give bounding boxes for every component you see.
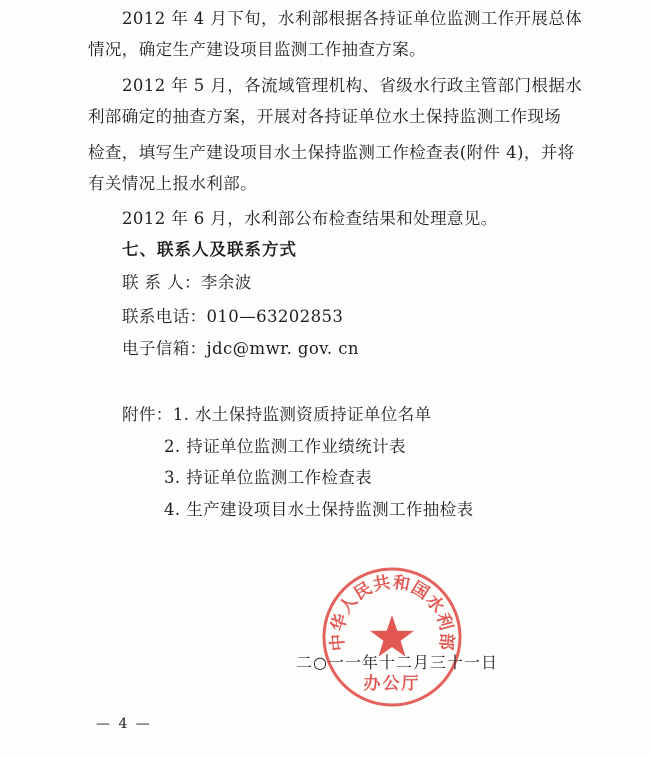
svg-text:中华人民共和国水利部: 中华人民共和国水利部 — [327, 572, 457, 652]
paragraph-2-line-3: 检查，填写生产建设项目水土保持监测工作检查表(附件 4)，并将 — [88, 143, 575, 162]
paragraph-2-line-4: 有关情况上报水利部。 — [88, 174, 257, 193]
section-heading: 七、联系人及联系方式 — [122, 240, 297, 259]
paragraph-1-line-1: 2012 年 4 月下旬，水利部根据各持证单位监测工作开展总体 — [122, 9, 583, 28]
contact-person: 联 系 人：李余波 — [122, 273, 252, 292]
svg-text:办公厅: 办公厅 — [363, 674, 421, 694]
attachment-item-2: 2. 持证单位监测工作业绩统计表 — [164, 437, 406, 456]
official-seal — [318, 563, 466, 711]
contact-email: 电子信箱：jdc@mwr. gov. cn — [122, 339, 359, 358]
attachment-item-4: 4. 生产建设项目水土保持监测工作抽检表 — [164, 500, 474, 519]
contact-phone: 联系电话：010—63202853 — [122, 307, 344, 326]
attachment-item-3: 3. 持证单位监测工作检查表 — [164, 468, 373, 487]
paragraph-1-line-2: 情况，确定生产建设项目监测工作抽查方案。 — [88, 40, 426, 59]
paragraph-3-line-1: 2012 年 6 月，水利部公布检查结果和处理意见。 — [122, 209, 498, 228]
paragraph-2-line-2: 利部确定的抽查方案，开展对各持证单位水土保持监测工作现场 — [88, 107, 562, 126]
document-date: 二○一一年十二月三十一日 — [296, 653, 498, 672]
page-number: — 4 — — [96, 716, 152, 732]
attachment-item-1: 附件：1. 水土保持监测资质持证单位名单 — [122, 405, 432, 424]
paragraph-2-line-1: 2012 年 5 月，各流域管理机构、省级水行政主管部门根据水 — [122, 76, 583, 95]
